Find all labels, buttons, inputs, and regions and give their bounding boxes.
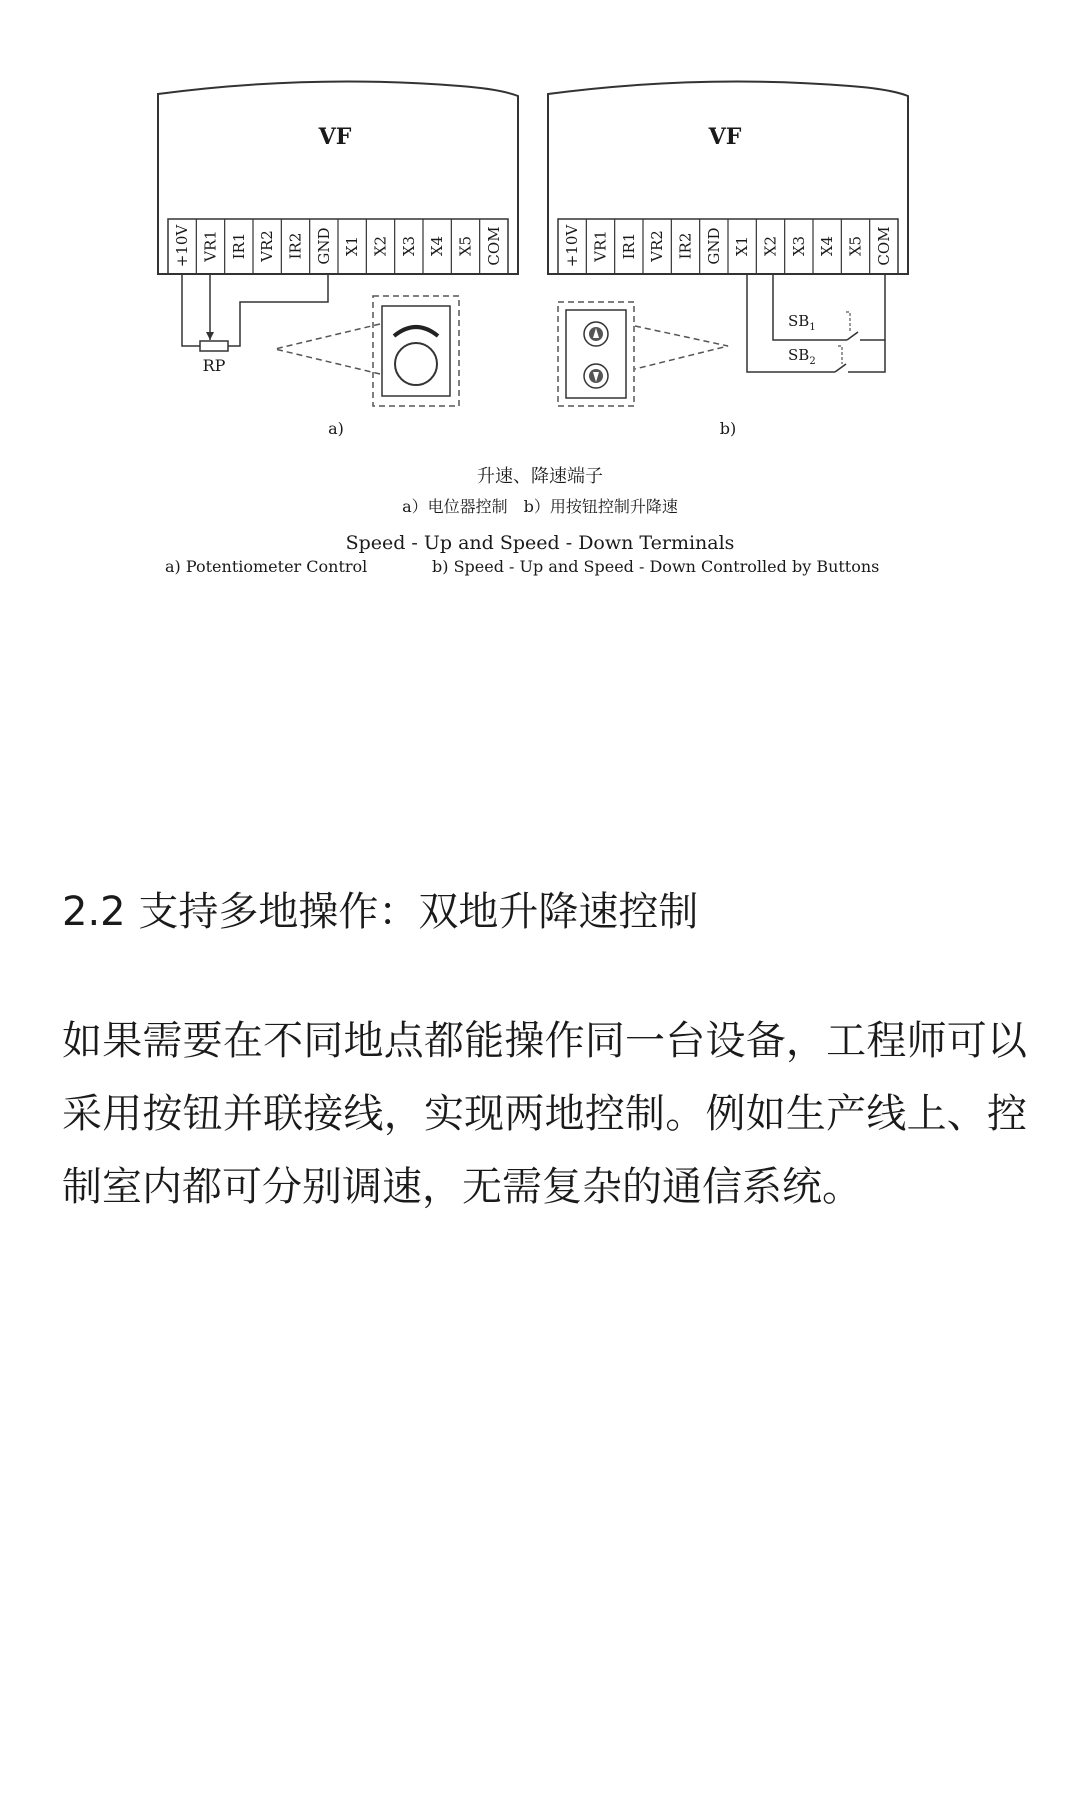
- sb2-label: $SB_2$: [788, 346, 816, 367]
- terminal-label: X5: [846, 235, 865, 257]
- terminal-label: VR1: [591, 230, 610, 262]
- terminal-label: X1: [343, 235, 362, 257]
- terminal-label: COM: [874, 226, 893, 266]
- sub-label-a: a): [328, 419, 344, 438]
- caption-cn-title: 升速、降速端子: [477, 466, 603, 487]
- terminal-label: X4: [818, 235, 837, 257]
- vf-label-a: VF: [318, 124, 352, 150]
- section-heading: 2.2 支持多地操作：双地升降速控制: [62, 889, 699, 935]
- terminal-label: +10V: [563, 224, 582, 268]
- sb1-label: $SB_1$: [788, 312, 816, 333]
- terminal-label: X2: [761, 235, 780, 257]
- terminal-label: VR2: [258, 230, 277, 262]
- caption-en-sub-b: b) Speed - Up and Speed - Down Controlled by Buttons: [432, 557, 880, 576]
- terminal-label: X3: [789, 235, 808, 257]
- sub-label-b: b): [719, 419, 737, 438]
- terminal-label: X2: [371, 235, 390, 257]
- terminal-label: VR2: [648, 230, 667, 262]
- caption-cn-sub: a）电位器控制 b）用按钮控制升降速: [402, 497, 678, 516]
- terminal-label: COM: [484, 226, 503, 266]
- terminal-label: GND: [314, 227, 333, 265]
- caption-en-sub-a: a) Potentiometer Control: [165, 557, 368, 576]
- body-paragraph: 如果需要在不同地点都能操作同一台设备，工程师可以采用按钮并联接线，实现两地控制。例如生产线上、控制室内都可分别调速，无需复杂的通信系统。: [62, 1018, 1027, 1210]
- vf-label-b: VF: [708, 124, 742, 150]
- terminal-label: X4: [428, 235, 447, 257]
- terminal-label: X3: [399, 235, 418, 257]
- rp-label: RP: [202, 356, 226, 375]
- terminal-label: +10V: [173, 224, 192, 268]
- terminal-label: IR1: [619, 232, 638, 260]
- caption-en-title: Speed - Up and Speed - Down Terminals: [345, 532, 735, 554]
- terminal-label: X1: [733, 235, 752, 257]
- terminal-label: IR2: [676, 232, 695, 260]
- wiring-diagram-figure: [60, 64, 1020, 594]
- terminal-label: IR2: [286, 232, 305, 260]
- terminal-label: GND: [704, 227, 723, 265]
- terminal-label: VR1: [201, 230, 220, 262]
- terminal-label: X5: [456, 235, 475, 257]
- terminal-label: IR1: [229, 232, 248, 260]
